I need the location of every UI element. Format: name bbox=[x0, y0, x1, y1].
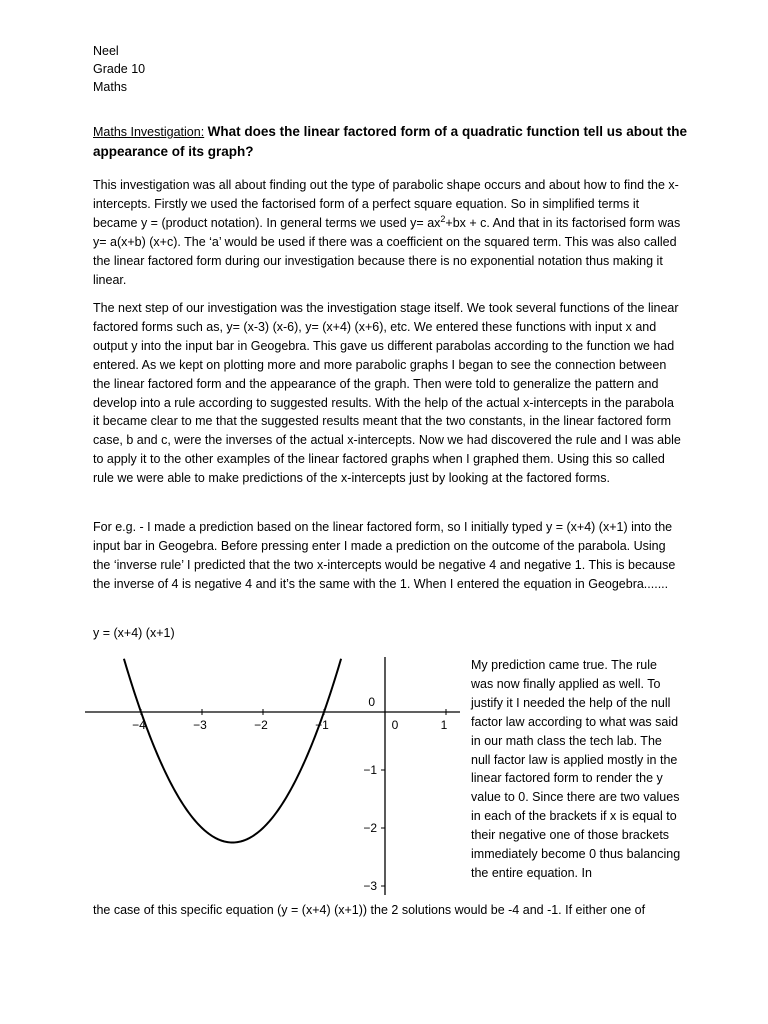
student-grade: Grade 10 bbox=[93, 62, 146, 76]
title-label: Maths Investigation: bbox=[93, 125, 205, 139]
paragraph-investigation: The next step of our investigation was the investigation stage itself. We took several functions of the linear factored forms such as, y= (x-3) (x-6), y= (x+4) (x+6), etc. We entered these functions with input x and output y into the input bar in Geogebra. This gave us different parabolas according to the function we had entered. As we kept on plotting more and more parabolic graphs I began to see the connection between the linear factored form and the appearance of the graph. Then were told to generalize the pattern and develop into a rule according to suggested results. With the help of the actual x-intercepts in the parabola it became clear to me that the suggested results meant that the two constants, in the linear factored form case, b and c, were the inverses of the actual x-intercepts. Now we had discovered the rule and I was able to apply it to the other examples of the linear factored graphs when I graphed them. Using this so called rule we were able to make predictions of the x-intercepts just by looking at the factored forms. bbox=[93, 301, 681, 486]
x-tick-label: −1 bbox=[315, 718, 329, 732]
paragraph-intro-part1: This investigation was all about finding out the type of parabolic shape occurs and about how to find the x-intercepts. Firstly we used the factorised form of a perfect square equation. So in simplified terms it became y = (product notation). In general terms we used y= ax bbox=[93, 178, 679, 230]
subject: Maths bbox=[93, 80, 128, 94]
y-tick-label: −2 bbox=[363, 821, 377, 835]
student-name: Neel bbox=[93, 44, 119, 58]
title-question: What does the linear factored form of a quadratic function tell us about the appearance of its graph? bbox=[93, 124, 687, 159]
bottom-line: the case of this specific equation (y = (x+4) (x+1)) the 2 solutions would be -4 and -1. If either one of bbox=[93, 903, 646, 917]
x-tick-label: −2 bbox=[254, 718, 268, 732]
paragraph-example: For e.g. - I made a prediction based on the linear factored form, so I initially typed y = (x+4) (x+1) into the input bar in Geogebra. Before pressing enter I made a prediction on the outcome of the parabola. Using the ‘inverse rule’ I predicted that the two x-intercepts would be negative 4 and negative 1. This is because the inverse of 4 is negative 4 and it’s the same with the 1. When I entered the equation in Geogebra....... bbox=[93, 520, 676, 591]
x-tick-label: 1 bbox=[440, 718, 448, 732]
parabola-curve bbox=[124, 659, 341, 843]
exponent: 2 bbox=[440, 213, 446, 224]
parabola-graph bbox=[80, 655, 465, 900]
example-equation: y = (x+4) (x+1) bbox=[93, 626, 175, 640]
page-title bbox=[93, 122, 693, 162]
header-block bbox=[93, 42, 145, 96]
x-tick-label: −3 bbox=[193, 718, 207, 732]
side-explanation: My prediction came true. The rule was now finally applied as well. To justify it I needed the help of the null factor law according to what was said in our math class the tech lab. The null factor law is applied mostly in the linear factored form to render the y value to 0. Since there are two values in each of the brackets if x is equal to their negative one of those brackets immediately become 0 thus balancing the entire equation. In bbox=[471, 658, 681, 880]
graph-tick-labels bbox=[132, 695, 448, 893]
origin-label: 0 bbox=[368, 695, 375, 709]
x-tick-label: 0 bbox=[391, 718, 399, 732]
x-tick-label: −4 bbox=[132, 718, 146, 732]
graph-ticks bbox=[141, 709, 446, 886]
paragraph-intro-part2: +bx + c. And that in its factorised form was y= a(x+b) (x+c). The ‘a’ would be used if there was a coefficient on the squared term. This was also called the linear factored form during our investigation because there is no exponential notation thus making it linear. bbox=[93, 215, 681, 287]
y-tick-label: −1 bbox=[363, 763, 377, 777]
y-tick-label: −3 bbox=[363, 879, 377, 893]
graph-axes bbox=[85, 657, 460, 895]
paragraph-intro bbox=[93, 176, 683, 289]
